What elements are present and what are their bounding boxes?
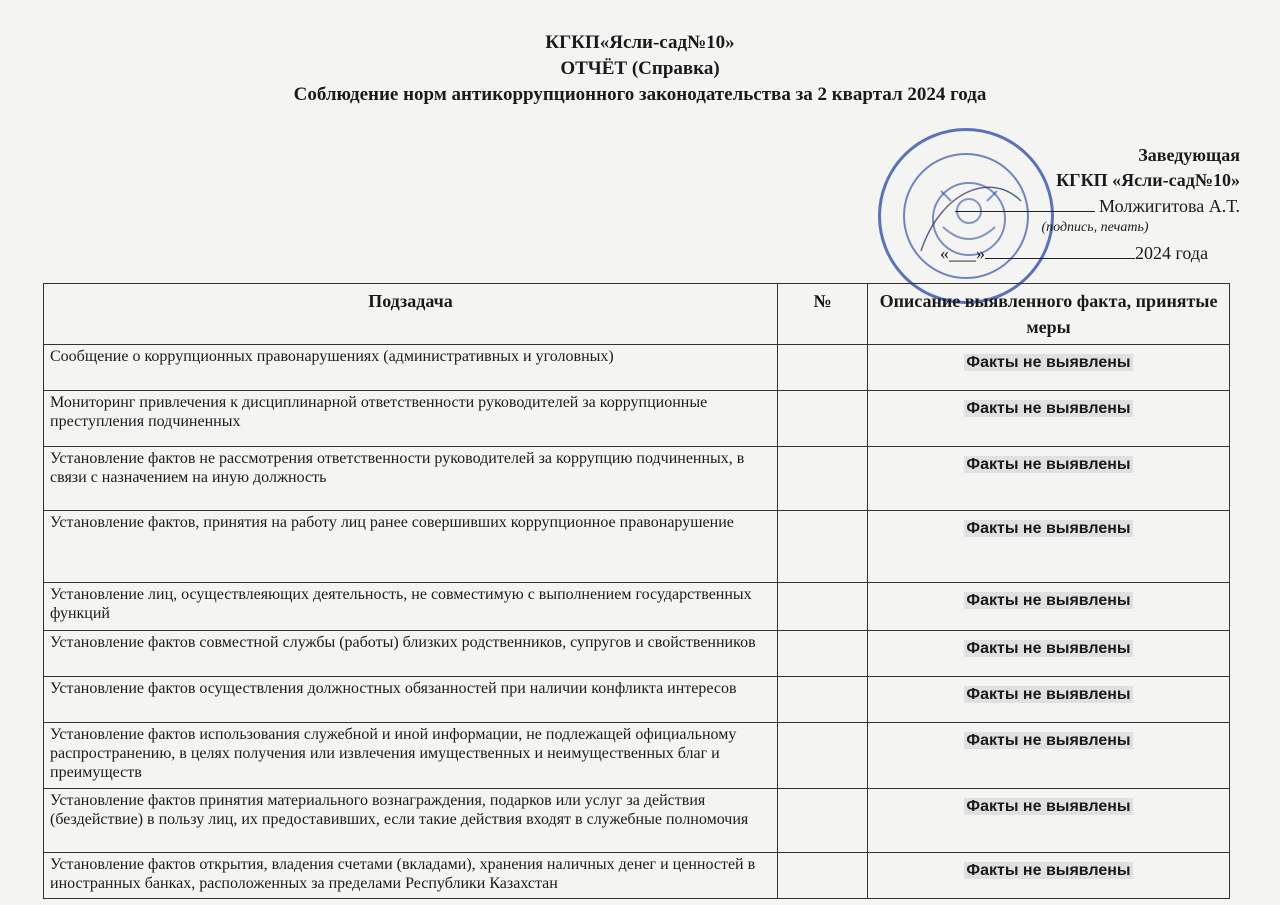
org-title: КГКП«Ясли-сад№10» [545, 32, 735, 53]
approval-position: Заведующая [1138, 145, 1240, 165]
subtask-cell: Сообщение о коррупционных правонарушениях (административных и уголовных) [44, 345, 778, 391]
column-header-subtask: Подзадача [44, 284, 778, 345]
result-text: Факты не выявлены [966, 520, 1131, 537]
result-cell [868, 853, 1230, 899]
column-header-result: Описание выявленного факта, принятые меры [868, 284, 1230, 345]
result-text: Факты не выявлены [966, 798, 1131, 815]
result-text: Факты не выявлены [966, 862, 1131, 879]
number-cell [778, 583, 868, 631]
result-text: Факты не выявлены [966, 592, 1131, 609]
result-cell [868, 511, 1230, 583]
table-row [44, 677, 1230, 723]
result-text: Факты не выявлены [966, 400, 1131, 417]
number-cell [778, 511, 868, 583]
result-cell [868, 677, 1230, 723]
result-cell [868, 345, 1230, 391]
result-cell [868, 583, 1230, 631]
subtask-cell: Установление фактов осуществления должностных обязанностей при наличии конфликта интересов [44, 677, 778, 723]
number-cell [778, 789, 868, 853]
approver-name: Молжигитова А.Т. [1099, 196, 1240, 216]
number-cell [778, 631, 868, 677]
result-text: Факты не выявлены [966, 456, 1131, 473]
number-cell [778, 391, 868, 447]
subtask-cell: Установление фактов не рассмотрения ответственности руководителей за коррупцию подчиненных, в связи с назначением на иную должность [44, 447, 778, 511]
approval-block [880, 143, 1240, 266]
result-cell [868, 723, 1230, 789]
table-row [44, 511, 1230, 583]
table-row [44, 631, 1230, 677]
signature-caption: (подпись, печать) [1041, 220, 1149, 235]
document-header [0, 30, 1280, 108]
approval-date [880, 240, 1240, 266]
result-text: Факты не выявлены [966, 732, 1131, 749]
date-suffix: 2024 года [1135, 243, 1209, 263]
date-prefix: «___» [940, 243, 985, 263]
table-row [44, 345, 1230, 391]
subtask-cell: Установление фактов открытия, владения счетами (вкладами), хранения наличных денег и ценностей в иностранных банках, расположенных за пределами Республики Казахстан [44, 853, 778, 899]
table-row [44, 723, 1230, 789]
signature-blank [955, 193, 1095, 212]
report-table [43, 283, 1230, 899]
number-cell [778, 345, 868, 391]
number-cell [778, 677, 868, 723]
subtask-cell: Мониторинг привлечения к дисциплинарной ответственности руководителей за коррупционные преступления подчиненных [44, 391, 778, 447]
number-cell [778, 853, 868, 899]
result-cell [868, 447, 1230, 511]
result-cell [868, 789, 1230, 853]
table-row [44, 447, 1230, 511]
table-row [44, 583, 1230, 631]
column-header-number: № [778, 284, 868, 345]
doc-type: ОТЧЁТ (Справка) [560, 58, 720, 79]
result-cell [868, 391, 1230, 447]
table-row [44, 789, 1230, 853]
result-cell [868, 631, 1230, 677]
subtask-cell: Установление фактов совместной службы (работы) близких родственников, супругов и свойственников [44, 631, 778, 677]
subtask-cell: Установление фактов, принятия на работу лиц ранее совершивших коррупционное правонарушение [44, 511, 778, 583]
date-blank [985, 240, 1135, 259]
result-text: Факты не выявлены [966, 640, 1131, 657]
approval-org: КГКП «Ясли-сад№10» [1056, 170, 1240, 190]
table-row [44, 853, 1230, 899]
subtask-cell: Установление лиц, осуществлеяющих деятельность, не совместимую с выполнением государственных функций [44, 583, 778, 631]
doc-subject: Соблюдение норм антикоррупционного законодательства за 2 квартал 2024 года [293, 84, 987, 105]
number-cell [778, 447, 868, 511]
table-header-row [44, 284, 1230, 345]
result-text: Факты не выявлены [966, 686, 1131, 703]
result-text: Факты не выявлены [966, 354, 1131, 371]
table-row [44, 391, 1230, 447]
subtask-cell: Установление фактов принятия материального вознаграждения, подарков или услуг за действия (бездействие) в пользу лиц, их предоставивших, если такие действия входят в служебные полномочия [44, 789, 778, 853]
number-cell [778, 723, 868, 789]
subtask-cell: Установление фактов использования служебной и иной информации, не подлежащей официальному распространению, в целях получения или извлечения имущественных и неимущественных благ и преимуществ [44, 723, 778, 789]
